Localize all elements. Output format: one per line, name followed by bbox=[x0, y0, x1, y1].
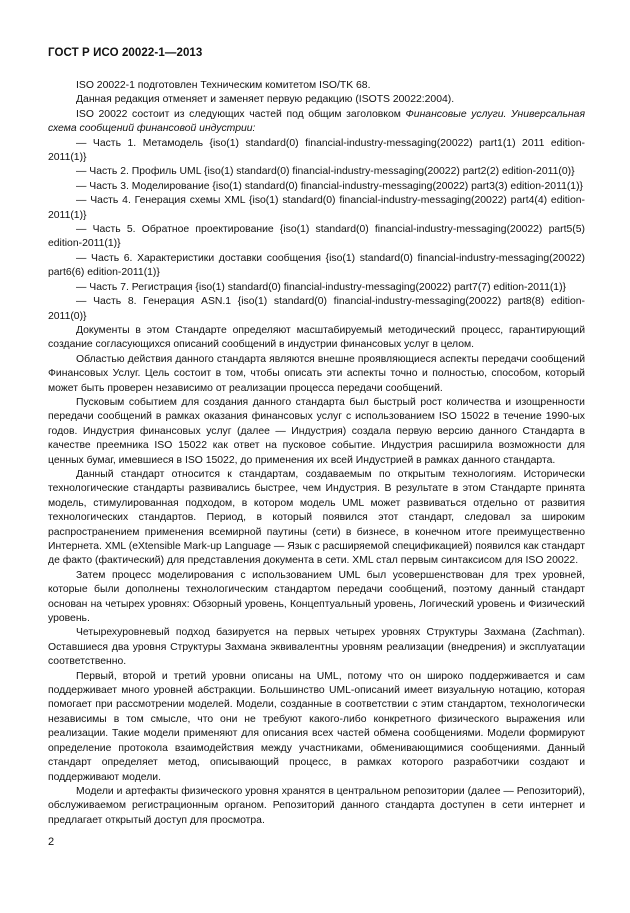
paragraph: Данная редакция отменяет и заменяет первую редакцию (ISOTS 20022:2004). bbox=[76, 94, 455, 106]
series-title: Финансовые услуги. Универсальная схема сообщений финансовой индустрии: bbox=[48, 108, 585, 135]
paragraph: Документы в этом Стандарте определяют масштабируемый методический процесс, гарантирующий создание согласующихся описаний сообщений в индустрии финансовых услуг в целом. bbox=[48, 324, 585, 351]
list-item-part-1: — Часть 1. Метамодель {iso(1) standard(0) financial-industry-messaging(20022) part1(1) 2011 edition-2011(1)} bbox=[48, 137, 585, 164]
list-item-part-4: — Часть 4. Генерация схемы XML {iso(1) standard(0) financial-industry-messaging(20022) part4(4) edition-2011(1)} bbox=[48, 195, 585, 221]
paragraph: Областью действия данного стандарта являются внешне проявляющиеся аспекты передачи сообщений Финансовых Услуг. Цель состоит в том, чтобы описать эти аспекты точно и полностью, способом, который может быть проверен независимо от реализации процесса передачи сообщений. bbox=[48, 353, 585, 394]
page-number: 2 bbox=[48, 836, 55, 848]
document-body bbox=[48, 79, 585, 828]
list-item-part-3: — Часть 3. Моделирование {iso(1) standard(0) financial-industry-messaging(20022) part3(3) edition-2011(1)} bbox=[76, 180, 584, 192]
list-item-part-2: — Часть 2. Профиль UML {iso(1) standard(0) financial-industry-messaging(20022) part2(2) edition-2011(0)} bbox=[76, 166, 575, 178]
paragraph: Модели и артефакты физического уровня хранятся в центральном репозитории (далее — Репозиторий), обслуживаемом регистрационным органом. Репозиторий данного стандарта доступен в сети интернет и предлагает открытый доступ для просмотра. bbox=[48, 785, 585, 826]
paragraph: Затем процесс моделирования с использованием UML был усовершенствован для трех уровней, которые были дополнены технологическим стандартом передачи сообщений, поэтому данный стандарт основан на четырех уровнях: Обзорный уровень, Концептуальный уровень, Логический уровень и Физический уровень. bbox=[48, 569, 585, 625]
list-item-part-7: — Часть 7. Регистрация {iso(1) standard(0) financial-industry-messaging(20022) part7(7) edition-2011(1)} bbox=[76, 281, 567, 293]
paragraph: Первый, второй и третий уровни описаны на UML, потому что он широко поддерживается и сам поддерживает много уровней абстракции. Большинство UML-описаний имеет визуальную нотацию, которая помогает при рассмотрении моделей. Модели, созданные в соответствии с этим стандартом, технологически независимы в том смысле, что они не требуют какого-либо конкретного физического выражения или реализации. Такие модели применяют для описания всех частей обмена сообщениями. Модели формируют определение протокола взаимодействия между участниками, обменивающимися сообщениями. Данный стандарт определяет метод, описывающий процесс, в рамках которого разработчики создают и поддерживают модели. bbox=[48, 670, 585, 783]
list-item-part-5: — Часть 5. Обратное проектирование {iso(1) standard(0) financial-industry-messaging(20022) part5(5) edition-2011(1)} bbox=[48, 224, 585, 250]
paragraph: ISO 20022-1 подготовлен Техническим комитетом ISO/TK 68. bbox=[76, 80, 371, 91]
paragraph: Четырехуровневый подход базируется на первых четырех уровнях Структуры Захмана (Zachman). Оставшиеся два уровня Структуры Захмана эквивалентны уровням реализации (внедрения) и эксплуатации соответственно. bbox=[48, 627, 585, 668]
list-item-part-6: — Часть 6. Характеристики доставки сообщения {iso(1) standard(0) financial-industry-messaging(20022) part6(6) edition-2011(1)} bbox=[48, 252, 585, 279]
paragraph bbox=[48, 108, 585, 137]
paragraph-text: ISO 20022 состоит из следующих частей под общим заголовком bbox=[76, 108, 406, 120]
document-header: ГОСТ Р ИСО 20022-1—2013 bbox=[48, 47, 203, 59]
paragraph: Данный стандарт относится к стандартам, создаваемым по открытым технологиям. Исторически технологические стандарты развивались быстрее, чем Индустрия. В результате в этом Стандарте принята модель, стимулированная подходом, в котором модель UML может развиваться отдельно от развития технологических стандартов. Период, в который появился этот стандарт, следовал за широким распространением применения всемирной паутины (сети) в бизнесе, в конечном итоге преимущественно Интернета. XML (eXtensible Mark-up Language — Язык с расширяемой спецификацией) появился как стандарт де факто (фактический) для представления документа в сети. XML стал первым синтаксисом для ISO 20022. bbox=[48, 468, 585, 567]
paragraph: Пусковым событием для создания данного стандарта был быстрый рост количества и изощренности передачи сообщений в рамках оказания финансовых услуг с использованием ISO 15022 в течение 1990-ых годов. Индустрия финансовых услуг (далее — Индустрия) создала первую версию данного Стандарта в качестве преемника ISO 15022 как ответ на пусковое событие. Индустрия расширила возможности для ценных бумаг, имевшиеся в ISO 15022, до применения их всей Индустрией в рамках данного стандарта. bbox=[48, 396, 585, 466]
list-item-part-8: — Часть 8. Генерация ASN.1 {iso(1) standard(0) financial-industry-messaging(20022) part8(8) edition-2011(0)} bbox=[48, 296, 585, 322]
